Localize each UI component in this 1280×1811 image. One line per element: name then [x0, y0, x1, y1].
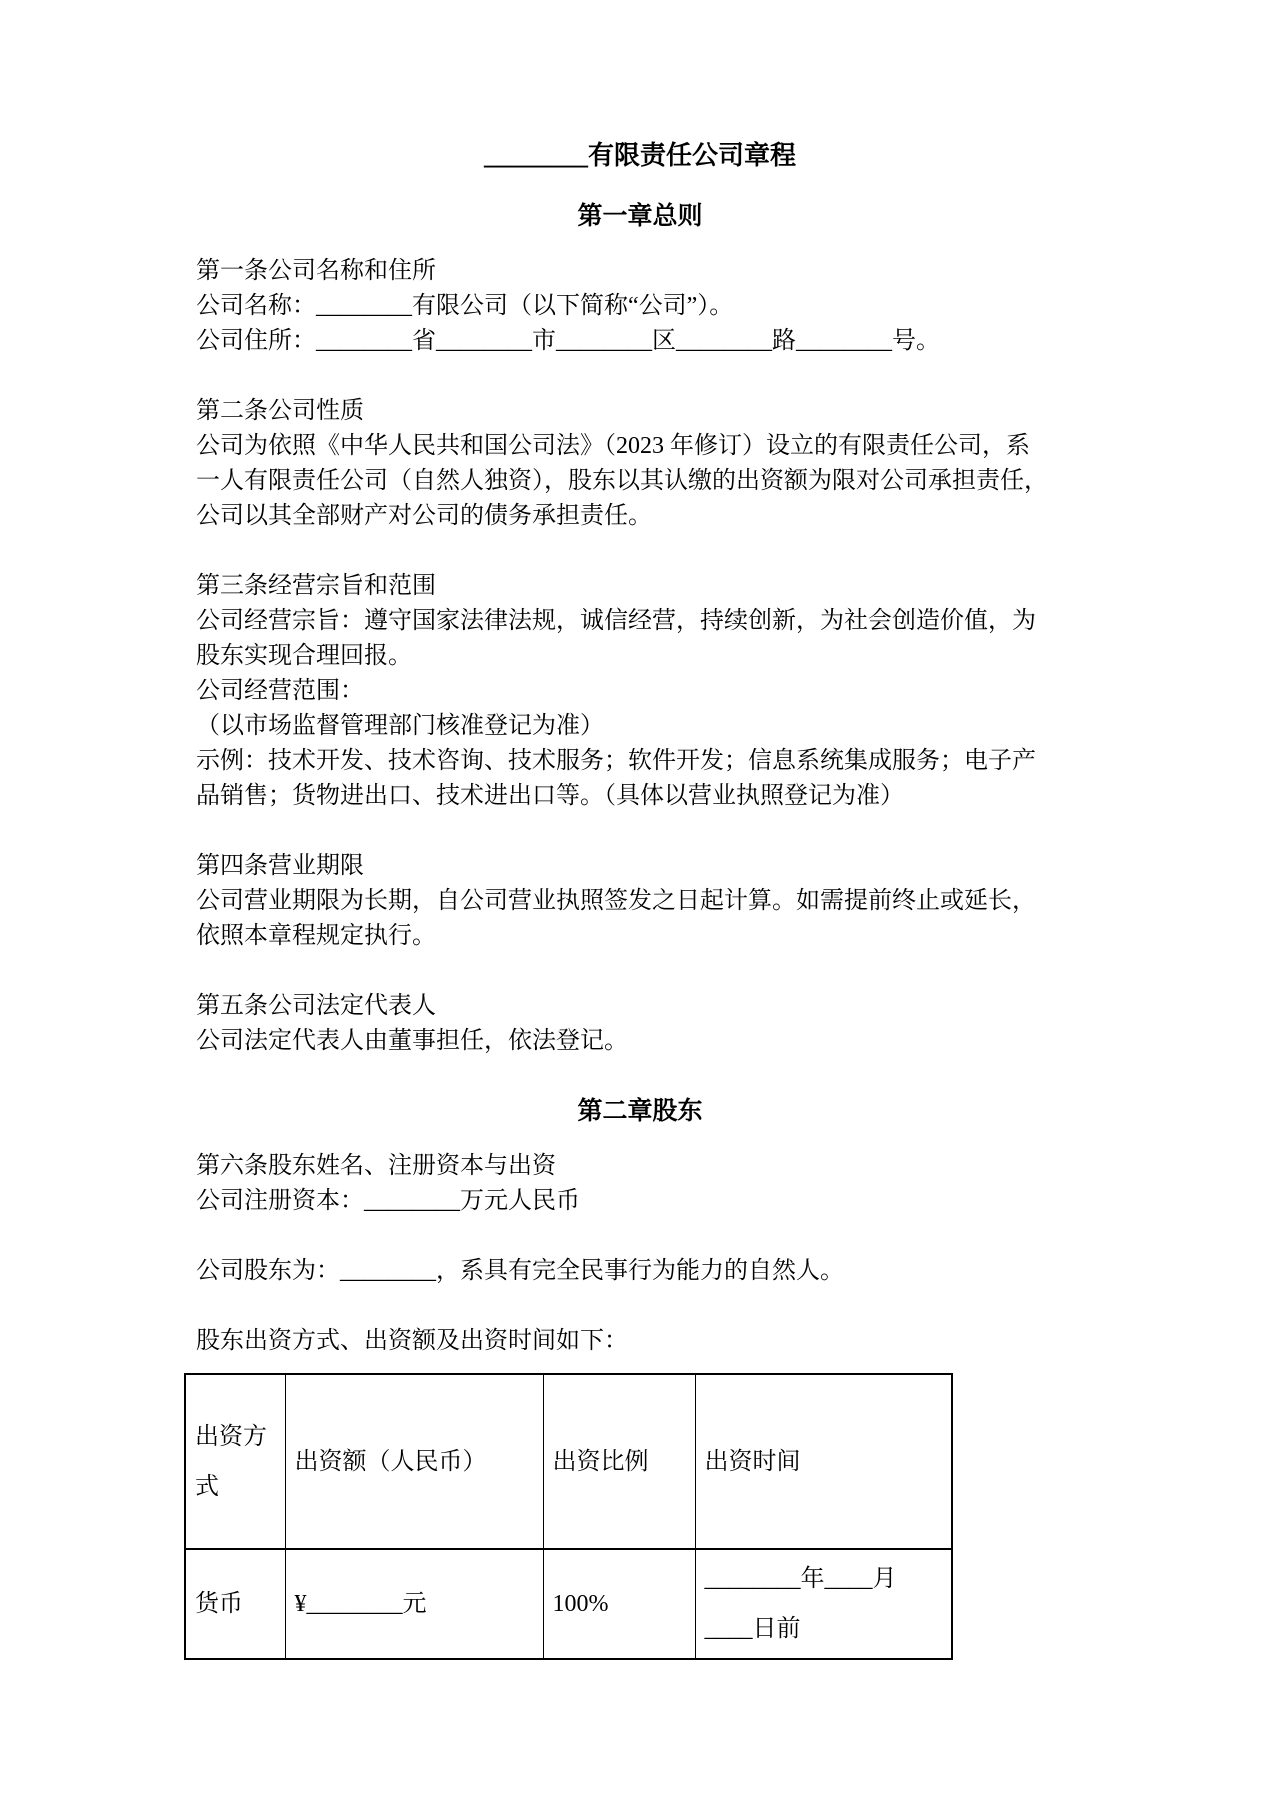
article-5-heading: 第五条公司法定代表人	[196, 993, 436, 1019]
article-3-para-purpose: 公司经营宗旨：遵守国家法律法规，诚信经营，持续创新，为社会创造价值，为股东实现合理回报。	[196, 608, 1036, 669]
article-1-para-company-address: 公司住所：________省________市________区________路________号。	[196, 328, 940, 354]
table-header-row	[185, 1374, 952, 1549]
table-data-row	[185, 1549, 952, 1659]
contribution-intro-block	[196, 1324, 1084, 1359]
article-5-para-legal-rep: 公司法定代表人由董事担任，依法登记。	[196, 1028, 628, 1054]
article-6-para-registered-capital: 公司注册资本：________万元人民币	[196, 1188, 580, 1214]
article-3	[196, 569, 1084, 814]
article-4-para-term: 公司营业期限为长期，自公司营业执照签发之日起计算。如需提前终止或延长，依照本章程规定执行。	[196, 888, 1036, 949]
para-shareholder: 公司股东为：________，系具有完全民事行为能力的自然人。	[196, 1258, 844, 1284]
article-1-para-company-name: 公司名称：________有限公司（以下简称“公司”）。	[196, 293, 734, 319]
article-4-heading: 第四条营业期限	[196, 853, 364, 879]
document-title: ________有限责任公司章程	[483, 141, 796, 170]
article-1	[196, 254, 1084, 359]
cell-time-blank-date: ________年____月____日前	[695, 1549, 952, 1659]
para-contribution-intro: 股东出资方式、出资额及出资时间如下：	[196, 1328, 628, 1354]
cell-amount-blank: ¥________元	[285, 1549, 543, 1659]
chapter-1-title: 第一章总则	[577, 203, 703, 230]
header-cell-contribution-amount: 出资额（人民币）	[285, 1374, 543, 1549]
article-3-para-scope-label: 公司经营范围：	[196, 678, 364, 704]
article-3-para-scope-example: 示例：技术开发、技术咨询、技术服务；软件开发；信息系统集成服务；电子产品销售；货物进出口、技术进出口等。（具体以营业执照登记为准）	[196, 748, 1036, 809]
cell-method-currency: 货币	[185, 1549, 285, 1659]
article-4	[196, 849, 1084, 954]
article-2	[196, 394, 1084, 534]
header-cell-contribution-method: 出资方式	[185, 1374, 285, 1549]
chapter-2-title: 第二章股东	[577, 1098, 703, 1125]
header-cell-contribution-ratio: 出资比例	[543, 1374, 695, 1549]
article-6-heading: 第六条股东姓名、注册资本与出资	[196, 1153, 556, 1179]
article-5	[196, 989, 1084, 1059]
article-1-heading: 第一条公司名称和住所	[196, 258, 436, 284]
article-6	[196, 1149, 1084, 1219]
article-3-heading: 第三条经营宗旨和范围	[196, 573, 436, 599]
header-cell-contribution-time: 出资时间	[695, 1374, 952, 1549]
cell-ratio-100-percent: 100%	[543, 1549, 695, 1659]
capital-contribution-table	[184, 1373, 953, 1660]
article-2-heading: 第二条公司性质	[196, 398, 364, 424]
article-3-para-scope-note: （以市场监督管理部门核准登记为准）	[196, 713, 604, 739]
article-2-para-company-nature: 公司为依照《中华人民共和国公司法》（2023 年修订）设立的有限责任公司，系一人有限责任公司（自然人独资），股东以其认缴的出资额为限对公司承担责任，公司以其全部财产对公司的债务承担责任。	[196, 433, 1048, 529]
shareholder-paragraph-block	[196, 1254, 1084, 1289]
